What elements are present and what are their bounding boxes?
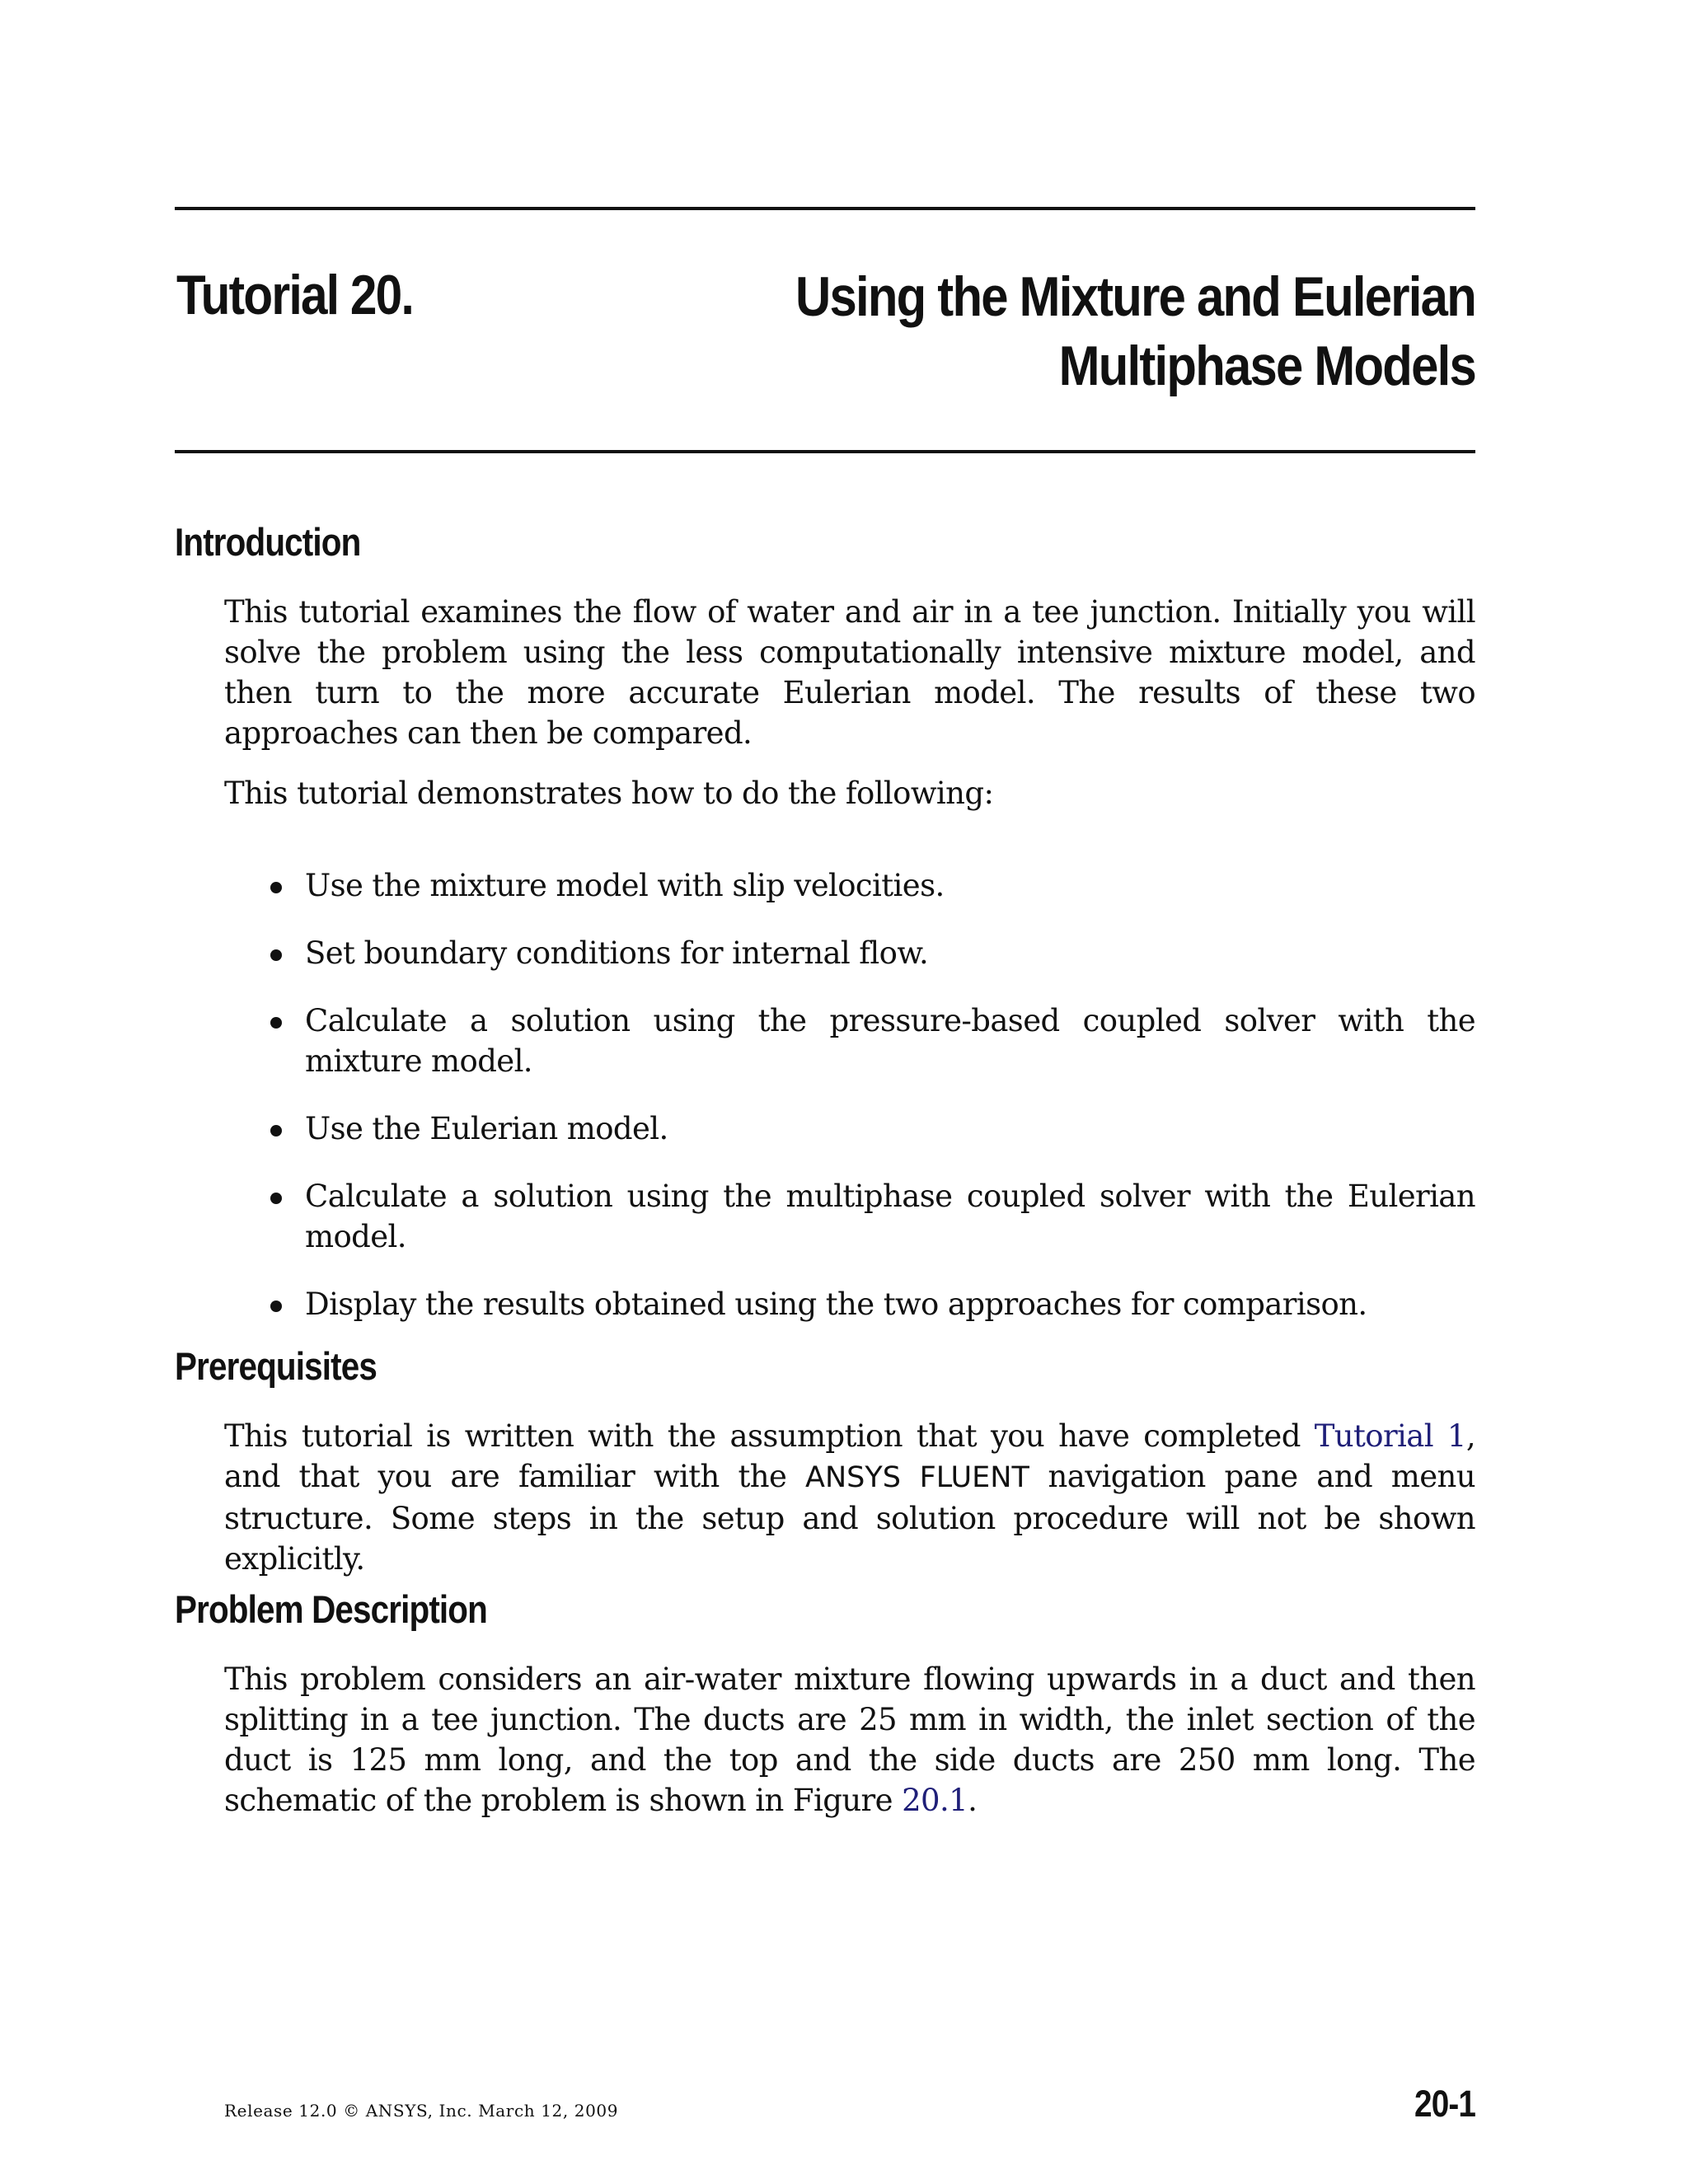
- chapter-title: Using the Mixture and Eulerian Multiphase Models: [795, 265, 1475, 397]
- problem-description-text: This problem considers an air-water mixture flowing upwards in a duct and then splitting in a tee junction. The ducts are 25 mm in width, the inlet section of the duct is 125 mm long, and the top and the side ducts are 250 mm long. The schematic of the problem is shown in Figure: [224, 1661, 1475, 1818]
- objective-text: Calculate a solution using the multiphase coupled solver with the Eulerian model.: [305, 1179, 1475, 1254]
- product-name: ANSYS FLUENT: [805, 1461, 1029, 1494]
- bullet-icon: [270, 1125, 282, 1137]
- objectives-intro-paragraph: This tutorial demonstrates how to do the following:: [224, 776, 994, 811]
- figure-20-1-link[interactable]: 20.1: [902, 1783, 968, 1818]
- bullet-icon: [270, 1301, 282, 1312]
- objective-text: Display the results obtained using the two approaches for comparison.: [305, 1286, 1367, 1322]
- problem-description-period: .: [968, 1783, 978, 1818]
- page-number: 20-1: [1414, 2083, 1475, 2125]
- tutorial-1-link[interactable]: Tutorial 1: [1314, 1418, 1466, 1454]
- introduction-paragraph: This tutorial examines the flow of water and air in a tee junction. Initially you will solve the problem using the less computationally intensive mixture model, and then turn to the more accurate Eulerian model. The results of these two approaches can then be compared.: [224, 594, 1475, 751]
- problem-description-paragraph: [224, 1659, 1475, 1821]
- objectives-list: [264, 865, 1475, 1352]
- bullet-icon: [270, 949, 282, 961]
- objective-text: Calculate a solution using the pressure-based coupled solver with the mixture model.: [305, 1003, 1475, 1079]
- objective-item: [264, 1108, 1475, 1149]
- problem-description-heading: Problem Description: [175, 1587, 487, 1631]
- objective-text: Set boundary conditions for internal flow.: [305, 935, 929, 971]
- header-bottom-rule: [175, 450, 1475, 453]
- objective-item: [264, 1001, 1475, 1081]
- bullet-icon: [270, 1017, 282, 1029]
- bullet-icon: [270, 1193, 282, 1204]
- objective-item: [264, 1176, 1475, 1257]
- header-top-rule: [175, 207, 1475, 210]
- prerequisites-heading: Prerequisites: [175, 1344, 377, 1388]
- prerequisites-paragraph: [224, 1416, 1475, 1579]
- prerequisites-text-part-3: navigation pane and menu structure. Some steps in the setup and solution procedure will not be shown explicitly.: [224, 1459, 1475, 1577]
- objective-text: Use the Eulerian model.: [305, 1111, 668, 1146]
- chapter-number: Tutorial 20.: [176, 264, 413, 326]
- bullet-icon: [270, 882, 282, 893]
- introduction-heading: Introduction: [175, 520, 361, 564]
- prerequisites-text-part-2: , and that you are familiar with the: [224, 1418, 1476, 1494]
- footer-release-info: Release 12.0 © ANSYS, Inc. March 12, 2009: [224, 2101, 619, 2121]
- objective-item: [264, 865, 1475, 906]
- objective-item: [264, 933, 1475, 973]
- prerequisites-text-part-1: This tutorial is written with the assumption that you have completed: [224, 1418, 1315, 1454]
- objective-item: [264, 1284, 1475, 1324]
- objective-text: Use the mixture model with slip velocities.: [305, 868, 945, 903]
